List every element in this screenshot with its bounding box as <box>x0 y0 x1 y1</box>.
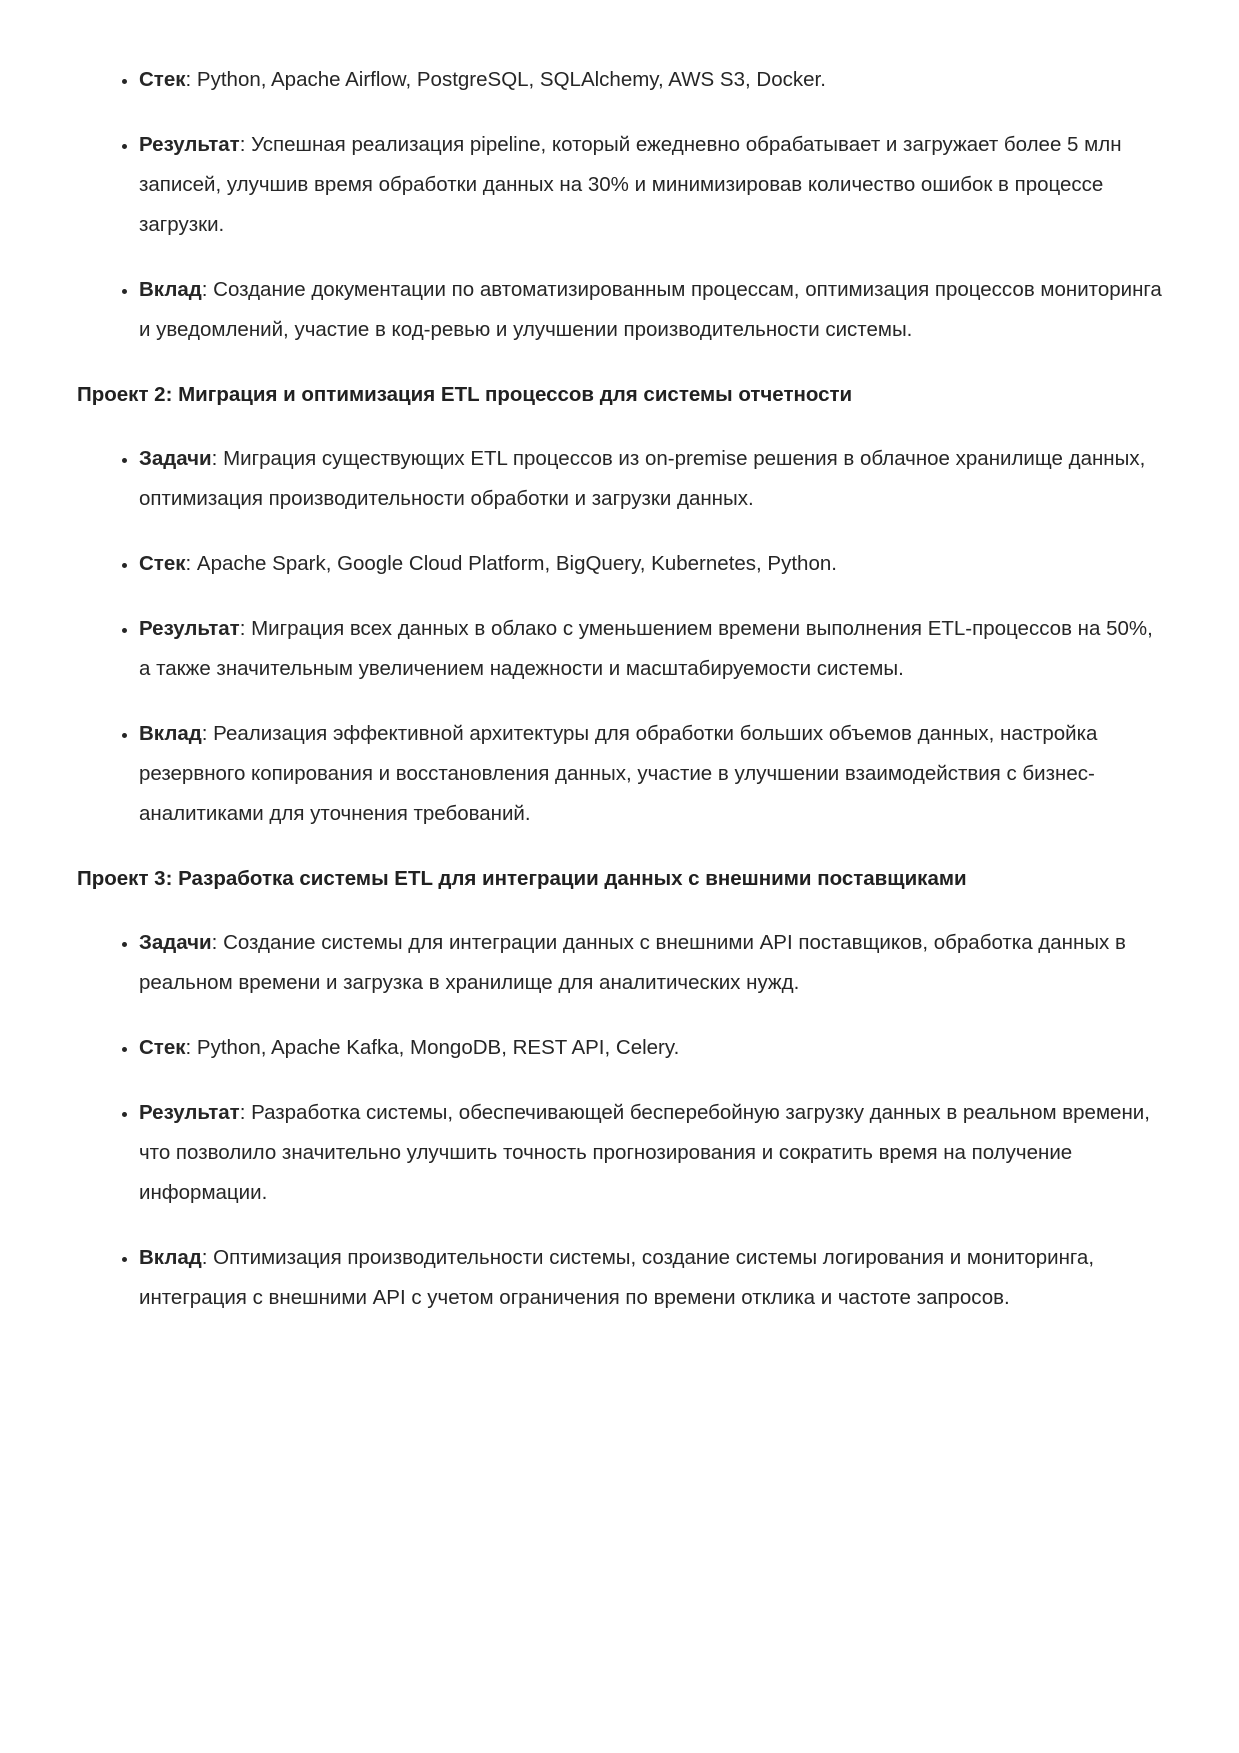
item-text: Миграция всех данных в облако с уменьшением времени выполнения ETL-процессов на 50%, а также значительным увеличением надежности и масштабируемости системы. <box>139 617 1153 680</box>
project-2-details-list <box>77 439 1164 834</box>
list-item-contribution <box>139 270 1164 350</box>
label-separator: : <box>239 1101 252 1124</box>
label-separator: : <box>211 447 224 470</box>
item-label: Результат <box>139 133 240 156</box>
list-item-tasks <box>139 923 1164 1003</box>
list-item-result <box>139 125 1164 245</box>
project-1-details-list <box>77 60 1164 350</box>
item-text: Успешная реализация pipeline, который ежедневно обрабатывает и загружает более 5 млн записей, улучшив время обработки данных на 30% и минимизировав количество ошибок в процессе загрузки. <box>139 133 1122 236</box>
label-separator: : <box>211 931 224 954</box>
item-label: Вклад <box>139 278 202 301</box>
label-separator: : <box>185 552 197 575</box>
label-separator: : <box>201 1246 214 1269</box>
item-label: Стек <box>139 68 186 91</box>
label-separator: : <box>185 1036 197 1059</box>
list-item-contribution <box>139 1238 1164 1318</box>
list-item-contribution <box>139 714 1164 834</box>
item-text: Создание системы для интеграции данных с внешними API поставщиков, обработка данных в реальном времени и загрузка в хранилище для аналитических нужд. <box>139 931 1126 994</box>
item-text: Миграция существующих ETL процессов из on-premise решения в облачное хранилище данных, оптимизация производительности обработки и загрузки данных. <box>139 447 1146 510</box>
list-item-result <box>139 1093 1164 1213</box>
item-label: Задачи <box>139 931 212 954</box>
label-separator: : <box>239 617 252 640</box>
project-3-heading: Проект 3: Разработка системы ETL для интеграции данных с внешними поставщиками <box>77 867 967 890</box>
item-text: Оптимизация производительности системы, создание системы логирования и мониторинга, интеграция с внешними API с учетом ограничения по времени отклика и частоте запросов. <box>139 1246 1095 1309</box>
list-item-tasks <box>139 439 1164 519</box>
project-3-details-list <box>77 923 1164 1318</box>
item-text: Python, Apache Kafka, MongoDB, REST API, Celery. <box>196 1036 680 1059</box>
item-label: Задачи <box>139 447 212 470</box>
list-item-stack <box>139 60 1164 100</box>
label-separator: : <box>185 68 197 91</box>
item-label: Стек <box>139 552 186 575</box>
item-text: Python, Apache Airflow, PostgreSQL, SQLAlchemy, AWS S3, Docker. <box>196 68 826 91</box>
item-text: Реализация эффективной архитектуры для обработки больших объемов данных, настройка резервного копирования и восстановления данных, участие в улучшении взаимодействия с бизнес-аналитиками для уточнения требований. <box>139 722 1098 825</box>
item-text: Apache Spark, Google Cloud Platform, BigQuery, Kubernetes, Python. <box>196 552 837 575</box>
label-separator: : <box>201 278 214 301</box>
item-text: Разработка системы, обеспечивающей бесперебойную загрузку данных в реальном времени, что позволило значительно улучшить точность прогнозирования и сократить время на получение информации. <box>139 1101 1150 1204</box>
label-separator: : <box>201 722 214 745</box>
list-item-stack <box>139 544 1164 584</box>
label-separator: : <box>239 133 252 156</box>
list-item-result <box>139 609 1164 689</box>
list-item-stack <box>139 1028 1164 1068</box>
item-label: Вклад <box>139 722 202 745</box>
item-label: Стек <box>139 1036 186 1059</box>
item-label: Результат <box>139 617 240 640</box>
item-label: Результат <box>139 1101 240 1124</box>
item-label: Вклад <box>139 1246 202 1269</box>
project-2-heading: Проект 2: Миграция и оптимизация ETL процессов для системы отчетности <box>77 383 853 406</box>
item-text: Создание документации по автоматизированным процессам, оптимизация процессов мониторинга и уведомлений, участие в код-ревью и улучшении производительности системы. <box>139 278 1162 341</box>
